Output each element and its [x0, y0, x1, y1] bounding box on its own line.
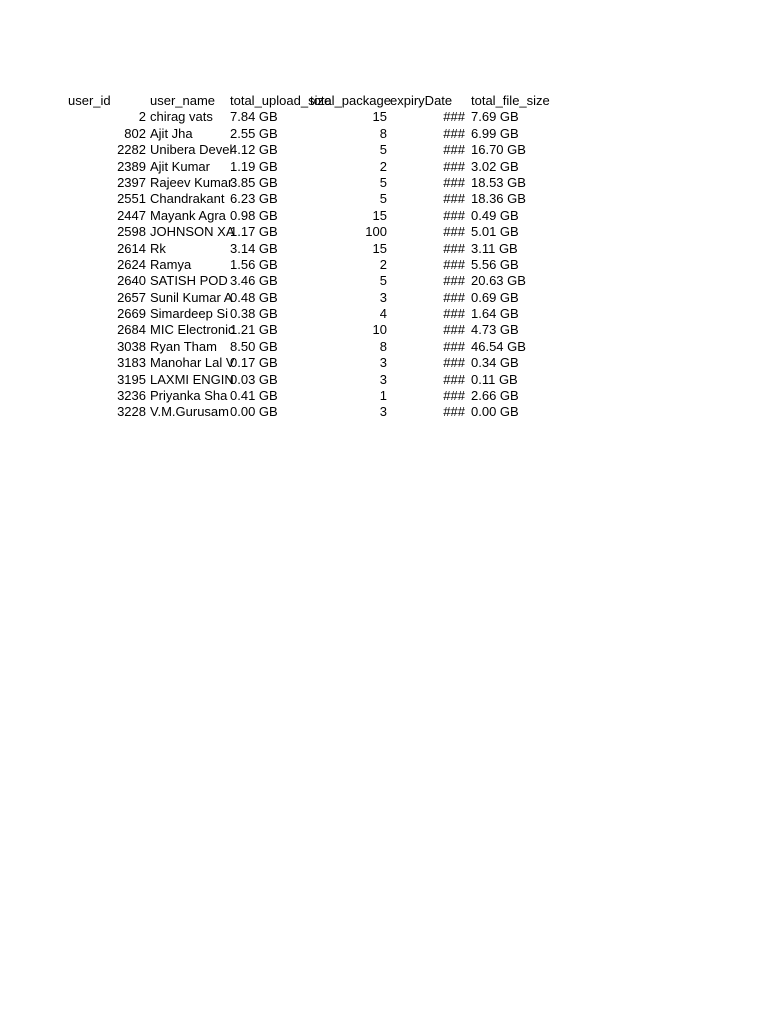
cell-total-upload-size[interactable]: 3.46 GB [230, 273, 278, 289]
header-total-file-size[interactable]: total_file_size [471, 93, 550, 108]
cell-total-upload-size[interactable]: 8.50 GB [230, 338, 278, 354]
cell-total-file-size[interactable]: 0.34 GB [471, 355, 519, 371]
cell-user-name[interactable]: SATISH POD [150, 273, 228, 289]
cell-user-id[interactable]: 2 [138, 109, 146, 125]
cell-user-name[interactable]: chirag vats [150, 109, 213, 125]
cell-total-upload-size[interactable]: 0.03 GB [230, 371, 278, 387]
header-user-id[interactable]: user_id [68, 93, 111, 108]
cell-user-name[interactable]: Ramya [150, 256, 192, 272]
cell-user-id[interactable]: 2624 [117, 256, 146, 272]
cell-user-name[interactable]: Unibera Devel [150, 142, 233, 158]
cell-user-name[interactable]: Chandrakant [150, 191, 225, 207]
cell-user-id[interactable]: 2640 [117, 273, 146, 289]
cell-total-file-size[interactable]: 46.54 GB [471, 338, 526, 354]
cell-total-package[interactable]: 3 [379, 404, 387, 420]
cell-total-file-size[interactable]: 18.53 GB [471, 174, 526, 190]
cell-total-file-size[interactable]: 20.63 GB [471, 273, 526, 289]
cell-total-package[interactable]: 15 [372, 207, 387, 223]
cell-user-id[interactable]: 3183 [117, 355, 146, 371]
cell-total-file-size[interactable]: 1.64 GB [471, 306, 519, 322]
cell-user-id[interactable]: 2598 [117, 224, 146, 240]
cell-total-package[interactable]: 8 [379, 338, 387, 354]
cell-user-name[interactable]: Ajit Kumar [150, 158, 210, 174]
cell-total-package[interactable]: 1 [379, 388, 387, 404]
cell-user-id[interactable]: 2397 [117, 174, 146, 190]
cell-user-name[interactable]: MIC Electronic [150, 322, 235, 338]
cell-total-file-size[interactable]: 0.49 GB [471, 207, 519, 223]
cell-total-package[interactable]: 10 [372, 322, 387, 338]
cell-total-upload-size[interactable]: 4.12 GB [230, 142, 278, 158]
cell-total-file-size[interactable]: 5.01 GB [471, 224, 519, 240]
header-total-upload-size[interactable]: total_upload_size [230, 93, 332, 108]
cell-total-file-size[interactable]: 7.69 GB [471, 109, 519, 125]
cell-user-id[interactable]: 3038 [117, 338, 146, 354]
cell-user-id[interactable]: 2282 [117, 142, 146, 158]
cell-expiry-date[interactable]: ### [443, 388, 465, 404]
cell-user-name[interactable]: Rajeev Kumar [150, 174, 233, 190]
cell-total-file-size[interactable]: 2.66 GB [471, 388, 519, 404]
cell-user-name[interactable]: V.M.Gurusam [150, 404, 229, 420]
cell-user-name[interactable]: LAXMI ENGIN [150, 371, 234, 387]
cell-total-file-size[interactable]: 3.11 GB [471, 240, 518, 256]
cell-total-file-size[interactable]: 4.73 GB [471, 322, 519, 338]
cell-expiry-date[interactable]: ### [443, 256, 465, 272]
cell-user-id[interactable]: 3236 [117, 388, 146, 404]
cell-user-name[interactable]: Priyanka Sha [150, 388, 228, 404]
cell-expiry-date[interactable]: ### [443, 306, 465, 322]
cell-expiry-date[interactable]: ### [443, 338, 465, 354]
cell-total-upload-size[interactable]: 6.23 GB [230, 191, 278, 207]
cell-total-upload-size[interactable]: 0.17 GB [230, 355, 278, 371]
cell-total-package[interactable]: 5 [379, 191, 387, 207]
cell-user-name[interactable]: Manohar Lal V [150, 355, 235, 371]
cell-user-name[interactable]: Sunil Kumar A [150, 289, 233, 305]
cell-expiry-date[interactable]: ### [443, 174, 465, 190]
cell-user-id[interactable]: 2669 [117, 306, 146, 322]
cell-total-upload-size[interactable]: 3.14 GB [230, 240, 278, 256]
cell-user-name[interactable]: JOHNSON XA [150, 224, 235, 240]
cell-user-name[interactable]: Ajit Jha [150, 125, 193, 141]
cell-total-package[interactable]: 3 [379, 289, 387, 305]
header-total-package[interactable]: total_package [310, 93, 391, 108]
cell-total-package[interactable]: 8 [379, 125, 387, 141]
cell-total-package[interactable]: 5 [379, 174, 387, 190]
cell-total-upload-size[interactable]: 2.55 GB [230, 125, 278, 141]
cell-expiry-date[interactable]: ### [443, 207, 465, 223]
cell-expiry-date[interactable]: ### [443, 191, 465, 207]
cell-total-upload-size[interactable]: 0.38 GB [230, 306, 278, 322]
cell-total-upload-size[interactable]: 0.98 GB [230, 207, 278, 223]
header-user-name[interactable]: user_name [150, 93, 216, 108]
cell-total-file-size[interactable]: 18.36 GB [471, 191, 526, 207]
cell-user-id[interactable]: 2657 [117, 289, 146, 305]
cell-total-upload-size[interactable]: 1.17 GB [230, 224, 278, 240]
cell-user-name[interactable]: Rk [150, 240, 166, 256]
cell-total-file-size[interactable]: 0.00 GB [471, 404, 519, 420]
cell-total-file-size[interactable]: 6.99 GB [471, 125, 519, 141]
cell-total-upload-size[interactable]: 0.48 GB [230, 289, 278, 305]
cell-user-id[interactable]: 2389 [117, 158, 146, 174]
cell-total-package[interactable]: 15 [372, 240, 387, 256]
cell-user-id[interactable]: 3195 [117, 371, 146, 387]
cell-total-upload-size[interactable]: 3.85 GB [230, 174, 278, 190]
cell-expiry-date[interactable]: ### [443, 371, 465, 387]
cell-expiry-date[interactable]: ### [443, 273, 465, 289]
cell-total-package[interactable]: 5 [379, 273, 387, 289]
cell-user-name[interactable]: Ryan Tham [150, 338, 217, 354]
cell-expiry-date[interactable]: ### [443, 355, 465, 371]
cell-expiry-date[interactable]: ### [443, 158, 465, 174]
cell-total-file-size[interactable]: 3.02 GB [471, 158, 519, 174]
cell-total-package[interactable]: 3 [379, 371, 387, 387]
cell-total-package[interactable]: 4 [379, 306, 387, 322]
cell-user-id[interactable]: 2614 [117, 240, 146, 256]
cell-expiry-date[interactable]: ### [443, 240, 465, 256]
cell-total-upload-size[interactable]: 0.00 GB [230, 404, 278, 420]
cell-expiry-date[interactable]: ### [443, 109, 465, 125]
cell-total-upload-size[interactable]: 0.41 GB [230, 388, 278, 404]
cell-total-upload-size[interactable]: 1.56 GB [230, 256, 278, 272]
cell-user-id[interactable]: 2684 [117, 322, 146, 338]
cell-expiry-date[interactable]: ### [443, 224, 465, 240]
cell-expiry-date[interactable]: ### [443, 322, 465, 338]
cell-total-file-size[interactable]: 16.70 GB [471, 142, 526, 158]
cell-total-file-size[interactable]: 5.56 GB [471, 256, 519, 272]
cell-user-name[interactable]: Mayank Agra [150, 207, 226, 223]
cell-expiry-date[interactable]: ### [443, 142, 465, 158]
cell-total-package[interactable]: 5 [379, 142, 387, 158]
cell-user-id[interactable]: 3228 [117, 404, 146, 420]
cell-total-package[interactable]: 15 [372, 109, 387, 125]
cell-user-id[interactable]: 2447 [117, 207, 146, 223]
cell-expiry-date[interactable]: ### [443, 125, 465, 141]
cell-expiry-date[interactable]: ### [443, 404, 465, 420]
cell-total-package[interactable]: 100 [365, 224, 387, 240]
cell-total-upload-size[interactable]: 1.19 GB [230, 158, 278, 174]
cell-total-upload-size[interactable]: 1.21 GB [230, 322, 278, 338]
cell-user-id[interactable]: 2551 [117, 191, 146, 207]
header-expiry-date[interactable]: expiryDate [390, 93, 453, 108]
cell-total-upload-size[interactable]: 7.84 GB [230, 109, 278, 125]
cell-user-name[interactable]: Simardeep Si [150, 306, 229, 322]
cell-total-package[interactable]: 3 [379, 355, 387, 371]
cell-total-package[interactable]: 2 [379, 158, 387, 174]
cell-total-file-size[interactable]: 0.11 GB [471, 371, 518, 387]
cell-user-id[interactable]: 802 [124, 125, 146, 141]
cell-total-file-size[interactable]: 0.69 GB [471, 289, 519, 305]
cell-expiry-date[interactable]: ### [443, 289, 465, 305]
cell-total-package[interactable]: 2 [379, 256, 387, 272]
